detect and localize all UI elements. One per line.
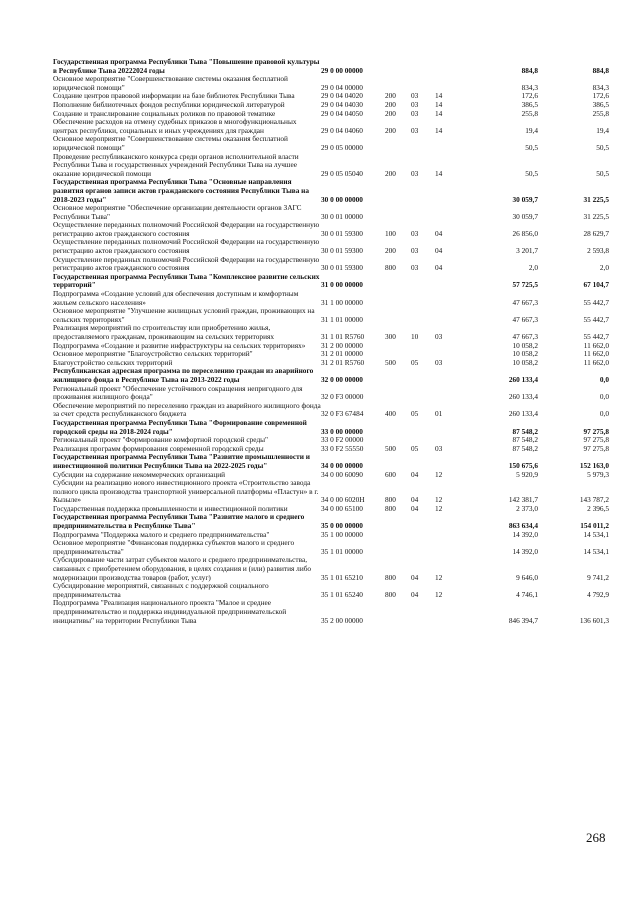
subsection-code: [435, 58, 463, 75]
budget-code: 32 0 F3 00000: [321, 392, 364, 402]
row-name: Подпрограмма «Создание условий для обеспечения доступным и комфортным жильем сельского населения»: [53, 290, 299, 307]
subsection-code: 14: [435, 100, 443, 109]
row-name: Основное мероприятие "Улучшение жилищных условий граждан, проживающих на сельских территориях": [53, 307, 315, 324]
subsection-code: 14: [435, 92, 443, 101]
row-name: Основное мероприятие "Благоустройство сельских территорий": [53, 350, 253, 359]
amount-year-1: 260 133,4: [508, 392, 538, 402]
amount-year-1: 30 059,7: [512, 194, 538, 204]
expense-type-code: 600: [385, 470, 396, 479]
table-row: [53, 436, 609, 445]
row-name: Осуществление переданных полномочий Российской Федерации на государственную регистрацию актов гражданского состояния: [53, 238, 320, 256]
subsection-code: [435, 539, 463, 556]
amount-year-1: 884,8: [521, 65, 538, 75]
amount-year-1: 863 634,4: [508, 521, 538, 531]
row-name: Пополнение библиотечных фондов республики юридической литературой: [53, 100, 285, 109]
expense-type-code: 400: [385, 409, 396, 419]
expense-type-code: 300: [385, 332, 396, 341]
amount-year-2: 55 442,7: [583, 332, 609, 341]
row-name: Создание центров правовой информации на базе библиотек Республики Тыва: [53, 92, 295, 101]
budget-table: [53, 58, 609, 625]
row-name: Основное мероприятие "Совершенствование системы оказания бесплатной юридической помощи": [53, 135, 288, 152]
budget-code: 35 0 00 00000: [321, 521, 363, 531]
amount-year-2: 834,3: [592, 82, 609, 92]
amount-year-2: 9 741,2: [587, 572, 609, 582]
section-code: [411, 367, 435, 384]
row-name: Государственная программа Республики Тыва "Повышение правовой культуры в Республике Тыва 20222024 годы: [53, 58, 320, 75]
budget-code: 31 0 00 00000: [321, 280, 363, 290]
subsection-code: 04: [435, 246, 443, 256]
row-name: Субсидирование части затрат субъектов малого и среднего предпринимательства, связанных с приобретением оборудования, в целях создания и (или) развития либо модернизации производства товаров (работ, услуг): [53, 556, 312, 582]
section-code: [411, 204, 435, 221]
row-name: Благоустройство сельских территорий: [53, 358, 173, 367]
expense-type-code: 800: [385, 504, 396, 513]
amount-year-2: 255,8: [592, 109, 609, 118]
subsection-code: [435, 367, 463, 384]
budget-code: 32 0 00 00000: [321, 374, 363, 384]
table-row: [53, 453, 609, 470]
budget-code: 35 2 00 00000: [321, 615, 363, 625]
table-row: [53, 204, 609, 221]
budget-code: 29 0 05 00000: [321, 142, 363, 152]
amount-year-2: 4 792,9: [587, 589, 609, 599]
table-row: [53, 221, 609, 238]
subsection-code: [435, 75, 463, 92]
amount-year-2: 14 534,1: [583, 530, 609, 539]
amount-year-1: 57 725,5: [512, 280, 538, 290]
budget-code: 33 0 F2 55550: [321, 444, 364, 453]
row-name: Государственная программа Республики Тыва "Развитие промышленности и инвестиционной политики Республики Тыва на 2022-2025 годы": [53, 453, 310, 470]
subsection-code: [435, 513, 463, 530]
budget-code: 34 0 00 65100: [321, 504, 363, 513]
expense-type-code: 200: [385, 125, 396, 135]
budget-code: 33 0 00 00000: [321, 426, 363, 436]
amount-year-1: 834,3: [521, 82, 538, 92]
subsection-code: [435, 599, 463, 625]
table-row: [53, 359, 609, 368]
subsection-code: 03: [435, 444, 443, 453]
table-row: [53, 342, 609, 351]
section-code: 04: [411, 589, 419, 599]
section-code: 03: [411, 125, 419, 135]
amount-year-1: 9 646,0: [516, 572, 538, 582]
section-code: [411, 273, 435, 290]
budget-code: 31 1 01 R5760: [321, 332, 365, 341]
budget-code: 32 0 F3 67484: [321, 409, 364, 419]
budget-code: 31 1 01 00000: [321, 314, 363, 324]
expense-type-code: [385, 531, 411, 540]
subsection-code: [435, 350, 463, 359]
expense-type-code: [385, 342, 411, 351]
table-row: [53, 307, 609, 324]
expense-type-code: [385, 307, 411, 324]
amount-year-2: 2 396,5: [587, 504, 609, 513]
amount-year-1: 87 548,2: [512, 426, 538, 436]
table-row: [53, 445, 609, 454]
expense-type-code: [385, 290, 411, 307]
expense-type-code: 800: [385, 263, 396, 273]
table-row: [53, 153, 609, 179]
amount-year-2: 0,0: [599, 392, 609, 402]
table-row: [53, 367, 609, 384]
budget-document: [53, 58, 609, 625]
table-row: [53, 58, 609, 75]
row-name: Проведение республиканского конкурса среди органов исполнительной власти Республики Тыва и государственных учреждений Республики Тыва на лучшее оказание юридической помощи: [53, 152, 299, 178]
table-row: [53, 75, 609, 92]
amount-year-1: 4 746,1: [516, 589, 538, 599]
row-name: Основное мероприятие "Финансовая поддержка субъектов малого и среднего предпринимательства": [53, 539, 295, 556]
subsection-code: [435, 419, 463, 436]
amount-year-2: 14 534,1: [583, 546, 609, 556]
section-code: [411, 342, 435, 351]
budget-code: 29 0 04 04020: [321, 92, 363, 101]
amount-year-2: 11 662,0: [583, 341, 609, 350]
table-row: [53, 118, 609, 135]
subsection-code: [435, 135, 463, 152]
amount-year-2: 2 593,8: [587, 246, 609, 256]
expense-type-code: [385, 539, 411, 556]
subsection-code: 14: [435, 109, 443, 118]
table-row: [53, 599, 609, 625]
subsection-code: [435, 273, 463, 290]
amount-year-1: 14 392,0: [512, 530, 538, 539]
row-name: Реализация мероприятий по строительству или приобретению жилья, предоставляемого гражданам, проживающим на сельских территориях: [53, 324, 274, 341]
table-row: [53, 110, 609, 119]
expense-type-code: 200: [385, 100, 396, 109]
amount-year-1: 47 667,3: [512, 314, 538, 324]
budget-table-body: [53, 58, 609, 625]
expense-type-code: [385, 178, 411, 204]
table-row: [53, 539, 609, 556]
expense-type-code: 200: [385, 109, 396, 118]
budget-code: 34 0 00 60090: [321, 470, 363, 479]
row-name: Осуществление переданных полномочий Российской Федерации на государственную регистрацию актов гражданского состояния: [53, 221, 320, 238]
subsection-code: [435, 531, 463, 540]
expense-type-code: [385, 350, 411, 359]
table-row: [53, 238, 609, 255]
expense-type-code: 200: [385, 168, 396, 178]
amount-year-1: 386,5: [521, 100, 538, 109]
section-code: [411, 419, 435, 436]
row-name: Субсидии на реализацию нового инвестиционного проекта «Строительство завода полного цикла производства транспортной универсальной платформы «Пластун» в г. Кызыле»: [53, 479, 319, 505]
section-code: 03: [411, 109, 419, 118]
section-code: [411, 178, 435, 204]
section-code: 04: [411, 470, 419, 479]
subsection-code: [435, 385, 463, 402]
table-row: [53, 385, 609, 402]
amount-year-1: 30 059,7: [512, 211, 538, 221]
amount-year-2: 5 979,3: [587, 470, 609, 479]
subsection-code: [435, 307, 463, 324]
section-code: [411, 531, 435, 540]
expense-type-code: [385, 273, 411, 290]
section-code: 05: [411, 409, 419, 419]
table-row: [53, 479, 609, 505]
subsection-code: 03: [435, 332, 443, 341]
amount-year-2: 386,5: [592, 100, 609, 109]
expense-type-code: [385, 419, 411, 436]
budget-code: 30 0 01 00000: [321, 211, 363, 221]
expense-type-code: 500: [385, 358, 396, 367]
amount-year-2: 154 011,2: [580, 521, 609, 531]
section-code: 03: [411, 246, 419, 256]
budget-code: 33 0 F2 00000: [321, 436, 364, 445]
subsection-code: [435, 436, 463, 445]
amount-year-2: 0,0: [599, 409, 609, 419]
budget-code: 35 1 01 65240: [321, 589, 363, 599]
row-name: Республиканская адресная программа по переселению граждан из аварийного жилищного фонда в Республике Тыва на 2013-2022 годы: [53, 367, 314, 384]
budget-code: 29 0 04 04030: [321, 100, 363, 109]
amount-year-2: 97 275,8: [583, 444, 609, 453]
budget-code: 35 1 01 00000: [321, 546, 363, 556]
expense-type-code: [385, 135, 411, 152]
budget-code: 34 0 00 00000: [321, 460, 363, 470]
amount-year-1: 2 373,0: [516, 504, 538, 513]
section-code: 04: [411, 572, 419, 582]
table-row: [53, 101, 609, 110]
amount-year-2: 143 787,2: [579, 495, 609, 505]
section-code: 03: [411, 228, 419, 238]
row-name: Основное мероприятие "Совершенствование системы оказания бесплатной юридической помощи": [53, 75, 288, 92]
subsection-code: [435, 342, 463, 351]
subsection-code: 14: [435, 125, 443, 135]
amount-year-2: 884,8: [592, 65, 609, 75]
budget-code: 31 2 01 R5760: [321, 358, 365, 367]
amount-year-2: 136 601,3: [579, 615, 609, 625]
table-row: [53, 513, 609, 530]
amount-year-1: 87 548,2: [512, 436, 538, 445]
budget-code: 35 1 00 00000: [321, 530, 363, 539]
expense-type-code: [385, 436, 411, 445]
amount-year-2: 50,5: [596, 142, 609, 152]
section-code: 05: [411, 444, 419, 453]
subsection-code: 14: [435, 168, 443, 178]
budget-code: 30 0 01 59300: [321, 228, 363, 238]
subsection-code: 12: [435, 572, 443, 582]
row-name: Государственная программа Республики Тыва "Комплексное развитие сельских территорий": [53, 272, 320, 290]
row-name: Подпрограмма «Создание и развитие инфраструктуры на сельских территориях»: [53, 341, 306, 350]
amount-year-1: 50,5: [525, 168, 538, 178]
amount-year-1: 260 133,4: [508, 374, 538, 384]
amount-year-2: 31 225,5: [583, 211, 609, 221]
budget-code: 29 0 04 04060: [321, 125, 363, 135]
row-name: Государственная программа Республики Тыва "Развитие малого и среднего предпринимательства в Республике Тыва": [53, 513, 305, 531]
amount-year-1: 47 667,3: [512, 332, 538, 341]
amount-year-2: 0,0: [599, 374, 609, 384]
budget-code: 29 0 04 00000: [321, 82, 363, 92]
table-row: [53, 135, 609, 152]
amount-year-1: 10 058,2: [512, 350, 538, 359]
row-name: Осуществление переданных полномочий Российской Федерации на государственную регистрацию актов гражданского состояния: [53, 255, 320, 273]
section-code: 03: [411, 92, 419, 101]
section-code: 04: [411, 504, 419, 513]
budget-code: 34 0 00 6020Н: [321, 495, 365, 505]
amount-year-1: 47 667,3: [512, 297, 538, 307]
budget-code: 31 1 00 00000: [321, 297, 363, 307]
section-code: 04: [411, 495, 419, 505]
budget-code: 29 0 00 00000: [321, 65, 363, 75]
amount-year-1: 2,0: [528, 263, 538, 273]
table-row: [53, 531, 609, 540]
expense-type-code: 500: [385, 444, 396, 453]
amount-year-2: 97 275,8: [583, 436, 609, 445]
amount-year-1: 172,6: [521, 92, 538, 101]
subsection-code: [435, 178, 463, 204]
amount-year-2: 11 662,0: [583, 358, 609, 367]
section-code: [411, 513, 435, 530]
table-row: [53, 556, 609, 582]
expense-type-code: 800: [385, 495, 396, 505]
expense-type-code: [385, 75, 411, 92]
amount-year-1: 10 058,2: [512, 358, 538, 367]
table-row: [53, 92, 609, 101]
amount-year-2: 2,0: [599, 263, 609, 273]
subsection-code: 12: [435, 589, 443, 599]
row-name: Подпрограмма "Реализация национального проекта "Малое и среднее предпринимательство и поддержка индивидуальной предпринимательской инициативы" на территории Республики Тыва: [53, 599, 287, 625]
section-code: [411, 290, 435, 307]
budget-code: 29 0 04 04050: [321, 109, 363, 118]
amount-year-2: 97 275,8: [583, 426, 609, 436]
expense-type-code: 200: [385, 246, 396, 256]
row-name: Государственная программа Республики Тыва "Основные направления развития органов записи актов гражданского состояния Республики Тыва на 2018-2023 годы": [53, 178, 310, 204]
row-name: Субсидии на содержание некоммерческих организаций: [53, 470, 226, 479]
section-code: [411, 135, 435, 152]
expense-type-code: [385, 385, 411, 402]
table-row: [53, 419, 609, 436]
section-code: 03: [411, 263, 419, 273]
subsection-code: 12: [435, 470, 443, 479]
amount-year-2: 55 442,7: [583, 297, 609, 307]
amount-year-1: 87 548,2: [512, 444, 538, 453]
table-row: [53, 290, 609, 307]
amount-year-2: 31 225,5: [583, 194, 609, 204]
amount-year-2: 11 662,0: [583, 350, 609, 359]
row-name: Подпрограмма "Поддержка малого и среднего предпринимательства": [53, 530, 270, 539]
expense-type-code: 200: [385, 92, 396, 101]
table-row: [53, 402, 609, 419]
expense-type-code: [385, 453, 411, 470]
subsection-code: [435, 204, 463, 221]
table-row: [53, 505, 609, 514]
row-name: Обеспечение расходов на отмену судебных приказов в многофункциональных центрах республики, социальных и иных учреждениях для граждан: [53, 118, 297, 135]
amount-year-2: 50,5: [596, 168, 609, 178]
subsection-code: [435, 453, 463, 470]
amount-year-1: 3 201,7: [516, 246, 538, 256]
section-code: [411, 350, 435, 359]
budget-code: 29 0 05 05040: [321, 168, 363, 178]
table-row: [53, 471, 609, 480]
amount-year-1: 10 058,2: [512, 341, 538, 350]
row-name: Обеспечение мероприятий по переселению граждан из аварийного жилищного фонда за счет средств республиканского бюджета: [53, 401, 321, 419]
expense-type-code: [385, 58, 411, 75]
row-name: Основное мероприятие "Обеспечение организации деятельности органов ЗАГС Республики Тыва": [53, 204, 302, 221]
amount-year-1: 5 920,9: [516, 470, 538, 479]
section-code: [411, 75, 435, 92]
section-code: [411, 58, 435, 75]
amount-year-1: 14 392,0: [512, 546, 538, 556]
row-name: Региональный проект "Формирование комфортной городской среды": [53, 436, 269, 445]
subsection-code: 01: [435, 409, 443, 419]
expense-type-code: [385, 599, 411, 625]
amount-year-1: 50,5: [525, 142, 538, 152]
amount-year-2: 28 629,7: [583, 228, 609, 238]
expense-type-code: 800: [385, 589, 396, 599]
amount-year-1: 142 381,7: [508, 495, 538, 505]
amount-year-1: 260 133,4: [508, 409, 538, 419]
amount-year-2: 172,6: [592, 92, 609, 101]
section-code: 03: [411, 100, 419, 109]
section-code: [411, 599, 435, 625]
subsection-code: [435, 290, 463, 307]
expense-type-code: 800: [385, 572, 396, 582]
table-row: [53, 178, 609, 204]
row-name: Государственная программа Республики Тыва "Формирование современной городской среды на 2018-2024 годы": [53, 418, 307, 436]
subsection-code: 04: [435, 263, 443, 273]
row-name: Субсидирование мероприятий, связанных с поддержкой социального предпринимательства: [53, 582, 269, 599]
row-name: Реализация программ формирования современной городской среды: [53, 444, 264, 453]
section-code: 05: [411, 358, 419, 367]
table-row: [53, 256, 609, 273]
amount-year-1: 150 675,6: [508, 460, 538, 470]
table-row: [53, 273, 609, 290]
subsection-code: 04: [435, 228, 443, 238]
budget-code: 31 2 01 00000: [321, 350, 363, 359]
expense-type-code: 100: [385, 228, 396, 238]
amount-year-2: 152 163,0: [579, 460, 609, 470]
section-code: 10: [411, 332, 419, 341]
budget-code: 35 1 01 65210: [321, 572, 363, 582]
budget-code: 30 0 00 00000: [321, 194, 363, 204]
expense-type-code: [385, 513, 411, 530]
amount-year-2: 19,4: [596, 125, 609, 135]
table-row: [53, 324, 609, 341]
budget-code: 30 0 01 59300: [321, 263, 363, 273]
amount-year-2: 67 104,7: [583, 280, 609, 290]
row-name: Создание и транслирование социальных роликов по правовой тематике: [53, 109, 276, 118]
expense-type-code: [385, 204, 411, 221]
expense-type-code: [385, 367, 411, 384]
row-name: Государственная поддержка промышленности и инвестиционной политики: [53, 504, 288, 513]
subsection-code: 03: [435, 358, 443, 367]
amount-year-1: 26 856,0: [512, 228, 538, 238]
amount-year-1: 846 394,7: [508, 615, 538, 625]
amount-year-2: 55 442,7: [583, 314, 609, 324]
subsection-code: 12: [435, 504, 443, 513]
table-row: [53, 350, 609, 359]
section-code: [411, 436, 435, 445]
section-code: [411, 385, 435, 402]
section-code: [411, 453, 435, 470]
section-code: [411, 307, 435, 324]
amount-year-1: 255,8: [521, 109, 538, 118]
amount-year-1: 19,4: [525, 125, 538, 135]
section-code: [411, 539, 435, 556]
section-code: 03: [411, 168, 419, 178]
budget-code: 31 2 00 00000: [321, 341, 363, 350]
budget-code: 30 0 01 59300: [321, 246, 363, 256]
row-name: Региональный проект "Обеспечение устойчивого сокращения непригодного для проживания жилищного фонда": [53, 384, 303, 402]
subsection-code: 12: [435, 495, 443, 505]
table-row: [53, 582, 609, 599]
page-number: 268: [586, 830, 606, 845]
